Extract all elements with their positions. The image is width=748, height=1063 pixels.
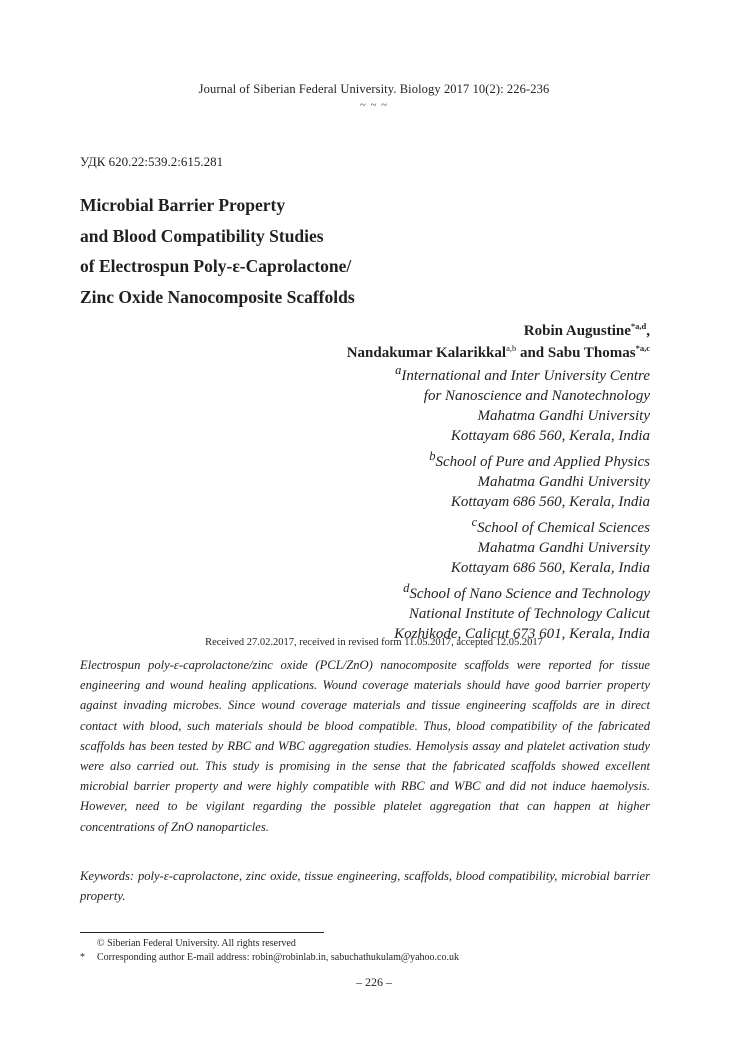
title-line: Zinc Oxide Nanocomposite Scaffolds [80,286,355,307]
corresponding-author-email: Corresponding author E-mail address: robin@robinlab.in, sabuchathukulam@yahoo.co.uk [97,952,459,963]
keywords-text: Keywords: poly-ɛ-caprolactone, zinc oxide, tissue engineering, scaffolds, blood compatibility, microbial barrier property. [80,869,650,904]
affiliation-line: Kottayam 686 560, Kerala, India [450,428,650,444]
affiliation-b [150,446,650,512]
abstract-text: Electrospun poly-ɛ-caprolactone/zinc oxide (PCL/ZnO) nanocomposite scaffolds were reported for tissue engineering and wound healing applications. Wound coverage materials should have good barrier property against invading microbes. Since wound coverage materials and tissue engineering scaffolds are in direct contact with blood, such materials should be blood compatible. Thus, blood compatibility of the fabricated scaffolds has been tested by RBC and WBC aggregation studies. Hemolysis assay and platelet activation study were also carried out. This study is promising in the sense that the fabricated scaffolds showed excellent microbial barrier property and were highly compatible with RBC and WBC and did not induce haemolysis. However, need to be vigilant regarding the possible platelet aggregation that can happen at higher concentrations of ZnO nanoparticles. [80,658,650,834]
corresponding-author-footnote [80,951,459,965]
affiliation-line: Kottayam 686 560, Kerala, India [450,560,650,576]
footnote-marker: * [80,952,85,963]
affiliation-line: $^b$School of Pure and Applied Physics [429,449,650,470]
udc-code: УДК 620.22:539.2:615.281 [80,154,224,169]
author-affiliation-marker: a,b [506,343,517,353]
affiliation-line: Kozhikode, Calicut 673 601, Kerala, India [394,626,650,642]
affiliation-d [150,578,650,644]
affiliation-line: National Institute of Technology Calicut [408,606,650,622]
article-title [80,190,560,312]
author-list [90,320,650,364]
author-affiliation-marker: *a,d [630,321,647,331]
affiliation-a [150,360,650,446]
affiliation-line: for Nanoscience and Nanotechnology [423,388,650,404]
affiliation-line: $^d$School of Nano Science and Technology [403,581,650,602]
copyright-footnote: © Siberian Federal University. All rights reserved [97,938,296,949]
affiliation-marker: b [429,449,436,463]
affiliation-c [150,512,650,578]
author-separator: , [646,323,650,339]
author-name: Nandakumar Kalarikkal [346,345,507,361]
affiliation-line: Mahatma Gandhi University [477,408,650,424]
affiliation-marker: c [471,515,478,529]
affiliation-line: $^a$International and Inter University Centre [395,363,650,384]
affiliation-marker: a [395,363,402,377]
title-line: and Blood Compatibility Studies [80,225,324,246]
page-number: – 226 – [356,975,392,989]
title-line: of Electrospun Poly-ɛ-Caprolactone/ [80,256,352,276]
footnote-divider [80,932,324,933]
title-line: Microbial Barrier Property [80,195,286,215]
received-dates: Received 27.02.2017, received in revised form 11.05.2017, accepted 12.05.2017 [205,637,543,648]
header-ornament: ~ ~ ~ [359,99,389,111]
affiliation-line: Mahatma Gandhi University [477,540,650,556]
author-line-1 [90,320,650,342]
affiliation-marker: d [403,581,410,595]
author-name: Robin Augustine [523,323,631,339]
journal-header: Journal of Siberian Federal University. Biology 2017 10(2): 226-236 [198,82,550,96]
affiliation-line: Mahatma Gandhi University [477,474,650,490]
author-conjunction: and [516,345,548,361]
affiliation-line: $^c$School of Chemical Sciences [471,515,650,536]
affiliation-line: Kottayam 686 560, Kerala, India [450,494,650,510]
author-affiliation-marker: *a,c [635,343,650,353]
affiliation-list [150,360,650,644]
author-name: Sabu Thomas [547,345,636,361]
